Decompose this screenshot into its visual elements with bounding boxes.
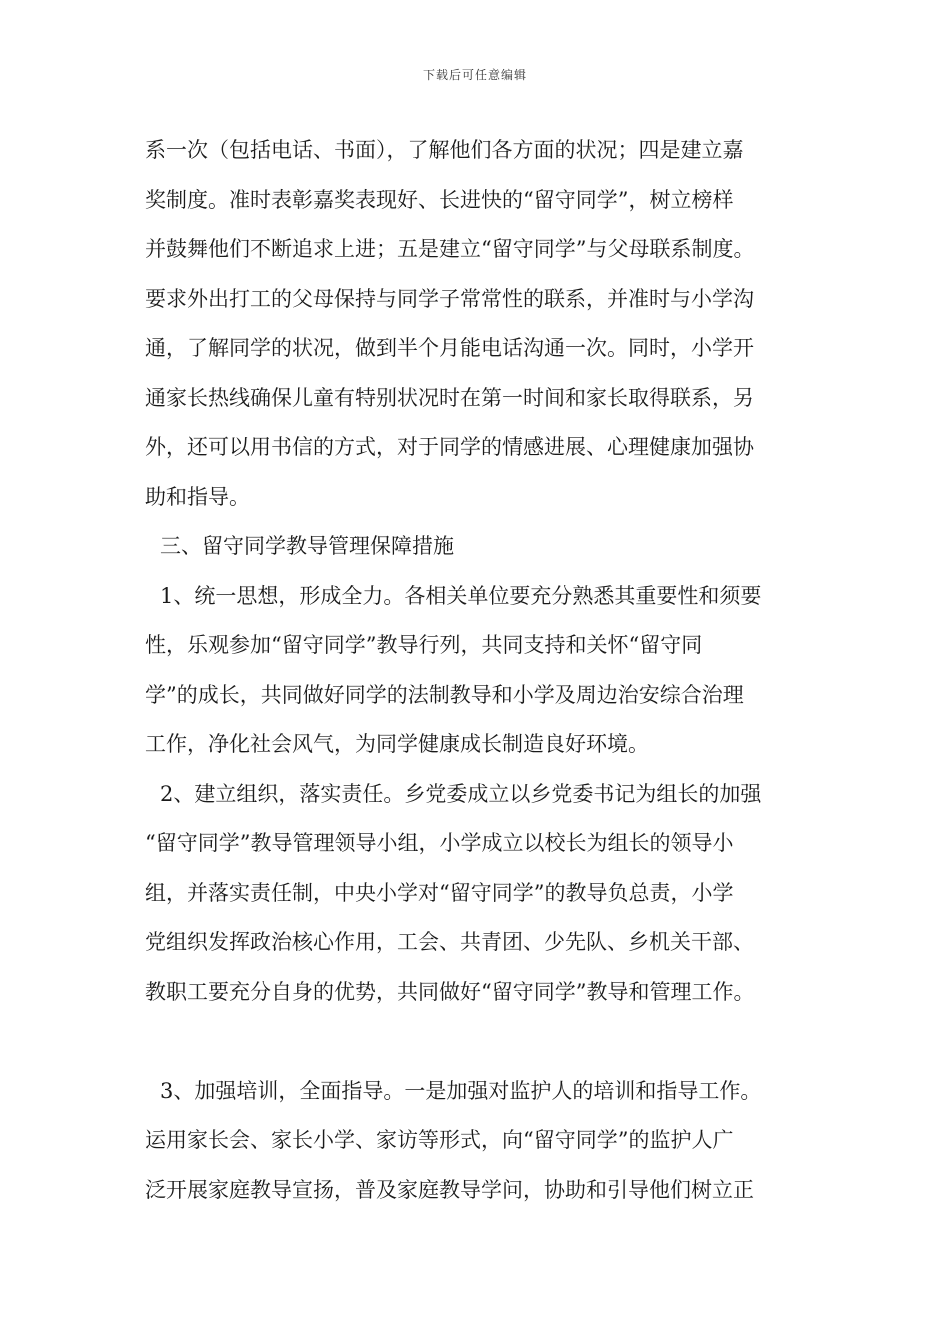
text-line: 外，还可以用书信的方式，对于同学的情感进展、心理健康加强协 — [145, 435, 754, 459]
page-header: 下载后可任意编辑 — [422, 68, 527, 82]
document-body — [145, 126, 825, 1215]
text-line: 要求外出打工的父母保持与同学子常常性的联系，并准时与小学沟 — [145, 286, 754, 311]
text-line: 并鼓舞他们不断追求上进；五是建立“留守同学”与父母联系制度。 — [145, 237, 755, 261]
blank-line — [145, 1017, 825, 1067]
text-line: 运用家长会、家长小学、家访等形式，向“留守同学”的监护人广 — [145, 1128, 734, 1152]
text-line: 党组织发挥政治核心作用，工会、共青团、少先队、乡机关干部、 — [145, 930, 754, 954]
list-item-start: 1、统一思想，形成全力。各相关单位要充分熟悉其重要性和须要 — [160, 583, 762, 608]
text-line: 学”的成长，共同做好同学的法制教导和小学及周边治安综合治理 — [145, 682, 744, 707]
text-line: 泛开展家庭教导宣扬，普及家庭教导学问，协助和引导他们树立正 — [145, 1177, 754, 1202]
text-line: 系一次（包括电话、书面），了解他们各方面的状况；四是建立嘉 — [145, 138, 744, 162]
text-line: 组，并落实责任制，中央小学对“留守同学”的教导负总责，小学 — [145, 880, 734, 905]
text-line: 助和指导。 — [145, 484, 250, 509]
text-line: 通，了解同学的状况，做到半个月能电话沟通一次。同时，小学开 — [145, 336, 754, 360]
text-line: 通家长热线确保儿童有特别状况时在第一时间和家长取得联系，另 — [145, 385, 754, 410]
text-line: 教职工要充分自身的优势，共同做好“留守同学”教导和管理工作。 — [145, 979, 755, 1004]
text-line: 性，乐观参加“留守同学”教导行列，共同支持和关怀“留守同 — [145, 633, 703, 657]
section-heading: 三、留守同学教导管理保障措施 — [160, 534, 454, 558]
list-item-start: 2、建立组织，落实责任。乡党委成立以乡党委书记为组长的加强 — [160, 781, 762, 806]
list-item-start: 3、加强培训，全面指导。一是加强对监护人的培训和指导工作。 — [160, 1078, 762, 1103]
text-line: 奖制度。准时表彰嘉奖表现好、长进快的“留守同学”，树立榜样 — [145, 187, 734, 212]
text-line: “留守同学”教导管理领导小组，小学成立以校长为组长的领导小 — [145, 831, 734, 855]
text-line: 工作，净化社会风气，为同学健康成长制造良好环境。 — [145, 732, 649, 756]
